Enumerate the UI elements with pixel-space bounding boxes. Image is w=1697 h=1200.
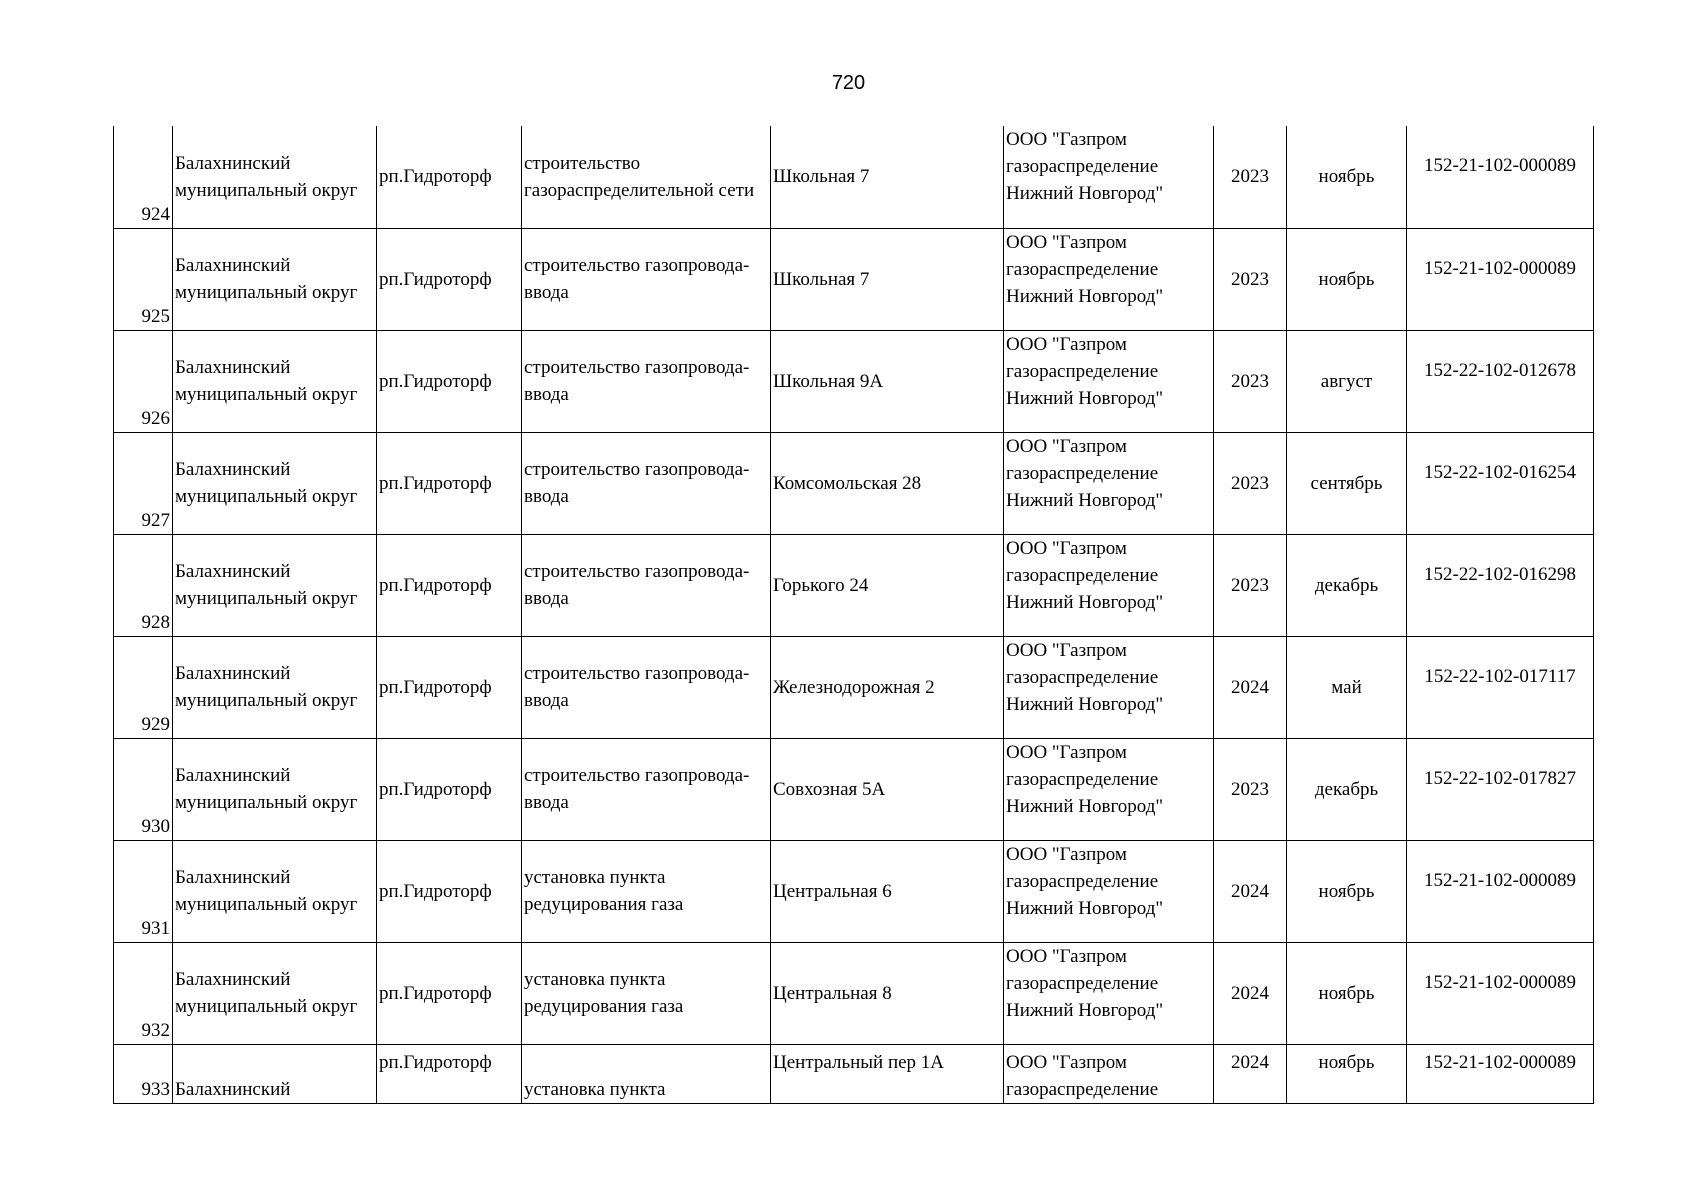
work-type-cell bbox=[522, 636, 771, 738]
work-type-cell-line: строительство газопровода- bbox=[524, 765, 750, 786]
organization-cell-line: ООО "Газпром bbox=[1006, 741, 1127, 763]
table-row bbox=[114, 534, 1594, 636]
district-cell bbox=[173, 738, 377, 840]
district-cell-line: Балахнинский bbox=[175, 357, 291, 378]
row-number-cell: 927 bbox=[114, 432, 173, 534]
code-cell: 152-22-102-016298 bbox=[1407, 534, 1594, 636]
organization-cell-line: Нижний Новгород" bbox=[1006, 591, 1164, 613]
year-cell: 2023 bbox=[1214, 432, 1287, 534]
organization-cell-line: газораспределение bbox=[1006, 564, 1159, 586]
work-type-cell-line: строительство газопровода- bbox=[524, 255, 750, 276]
year-cell: 2024 bbox=[1214, 1044, 1287, 1103]
organization-cell-line: ООО "Газпром bbox=[1006, 537, 1127, 559]
work-type-cell-line: строительство газопровода- bbox=[524, 357, 750, 378]
code-cell: 152-21-102-000089 bbox=[1407, 1044, 1594, 1103]
district-cell-line: муниципальный округ bbox=[175, 179, 358, 201]
month-cell: август bbox=[1287, 330, 1407, 432]
table-row bbox=[114, 840, 1594, 942]
row-number-cell: 925 bbox=[114, 228, 173, 330]
organization-cell-line: ООО "Газпром bbox=[1006, 1051, 1127, 1073]
organization-cell-line: Нижний Новгород" bbox=[1006, 897, 1164, 919]
month-cell: сентябрь bbox=[1287, 432, 1407, 534]
organization-cell-line: ООО "Газпром bbox=[1006, 435, 1127, 457]
month-cell: ноябрь bbox=[1287, 126, 1407, 228]
table-row bbox=[114, 1044, 1594, 1103]
district-cell bbox=[173, 840, 377, 942]
month-cell: декабрь bbox=[1287, 534, 1407, 636]
district-cell-line: Балахнинский bbox=[175, 1078, 291, 1100]
work-type-cell bbox=[522, 228, 771, 330]
month-cell: май bbox=[1287, 636, 1407, 738]
organization-cell bbox=[1004, 228, 1214, 330]
organization-cell-line: ООО "Газпром bbox=[1006, 945, 1127, 967]
district-cell-line: Балахнинский bbox=[175, 867, 291, 888]
address-cell: Школьная 7 bbox=[771, 126, 1004, 228]
district-cell-line: Балахнинский bbox=[175, 152, 291, 174]
address-cell: Железнодорожная 2 bbox=[771, 636, 1004, 738]
organization-cell-line: газораспределение bbox=[1006, 360, 1159, 382]
table-row bbox=[114, 942, 1594, 1044]
organization-cell-line: газораспределение bbox=[1006, 972, 1159, 994]
work-type-cell-line: ввода bbox=[524, 588, 569, 609]
organization-cell bbox=[1004, 534, 1214, 636]
month-cell: ноябрь bbox=[1287, 1044, 1407, 1103]
address-cell: Школьная 7 bbox=[771, 228, 1004, 330]
organization-cell-line: ООО "Газпром bbox=[1006, 843, 1127, 865]
district-cell-line: муниципальный округ bbox=[175, 384, 358, 405]
district-cell bbox=[173, 126, 377, 228]
district-cell-line: Балахнинский bbox=[175, 561, 291, 582]
organization-cell bbox=[1004, 942, 1214, 1044]
table-row bbox=[114, 636, 1594, 738]
month-cell: ноябрь bbox=[1287, 228, 1407, 330]
code-cell: 152-22-102-017827 bbox=[1407, 738, 1594, 840]
organization-cell-line: газораспределение bbox=[1006, 1078, 1159, 1100]
year-cell: 2024 bbox=[1214, 636, 1287, 738]
work-type-cell bbox=[522, 126, 771, 228]
district-cell-line: муниципальный округ bbox=[175, 894, 358, 915]
district-cell bbox=[173, 432, 377, 534]
organization-cell-line: газораспределение bbox=[1006, 156, 1159, 177]
work-type-cell-line: ввода bbox=[524, 792, 569, 813]
district-cell-line: муниципальный округ bbox=[175, 588, 358, 609]
month-cell: ноябрь bbox=[1287, 840, 1407, 942]
organization-cell bbox=[1004, 840, 1214, 942]
work-type-cell-line: строительство газопровода- bbox=[524, 663, 750, 684]
row-number-cell: 931 bbox=[114, 840, 173, 942]
district-cell-line: муниципальный округ bbox=[175, 996, 358, 1017]
district-cell bbox=[173, 534, 377, 636]
work-type-cell-line: редуцирования газа bbox=[524, 996, 684, 1017]
organization-cell-line: Нижний Новгород" bbox=[1006, 285, 1164, 307]
organization-cell bbox=[1004, 1044, 1214, 1103]
work-type-cell-line: газораспределительной сети bbox=[524, 179, 755, 201]
organization-cell-line: газораспределение bbox=[1006, 666, 1159, 688]
work-type-cell-line: редуцирования газа bbox=[524, 894, 684, 915]
row-number-cell: 928 bbox=[114, 534, 173, 636]
year-cell: 2023 bbox=[1214, 534, 1287, 636]
address-cell: Совхозная 5А bbox=[771, 738, 1004, 840]
organization-cell-line: ООО "Газпром bbox=[1006, 333, 1127, 355]
table-row bbox=[114, 126, 1594, 228]
page-number: 720 bbox=[831, 72, 866, 94]
settlement-cell: рп.Гидроторф bbox=[377, 432, 522, 534]
settlement-cell: рп.Гидроторф bbox=[377, 942, 522, 1044]
organization-cell-line: газораспределение bbox=[1006, 258, 1159, 280]
district-cell-line: Балахнинский bbox=[175, 969, 291, 990]
organization-cell bbox=[1004, 636, 1214, 738]
work-type-cell-line: строительство газопровода- bbox=[524, 561, 750, 582]
organization-cell-line: ООО "Газпром bbox=[1006, 129, 1127, 150]
code-cell: 152-21-102-000089 bbox=[1407, 942, 1594, 1044]
district-cell-line: муниципальный округ bbox=[175, 792, 358, 813]
work-type-cell-line: установка пункта bbox=[524, 867, 666, 888]
row-number-cell: 929 bbox=[114, 636, 173, 738]
organization-cell-line: Нижний Новгород" bbox=[1006, 693, 1164, 715]
year-cell: 2024 bbox=[1214, 942, 1287, 1044]
district-cell-line: Балахнинский bbox=[175, 663, 291, 684]
district-cell bbox=[173, 1044, 377, 1103]
organization-cell bbox=[1004, 330, 1214, 432]
settlement-cell: рп.Гидроторф bbox=[377, 228, 522, 330]
work-type-cell-line: строительство bbox=[524, 152, 641, 174]
table-row bbox=[114, 330, 1594, 432]
table-row bbox=[114, 738, 1594, 840]
organization-cell bbox=[1004, 126, 1214, 228]
organization-cell-line: ООО "Газпром bbox=[1006, 231, 1127, 253]
month-cell: декабрь bbox=[1287, 738, 1407, 840]
code-cell: 152-21-102-000089 bbox=[1407, 840, 1594, 942]
table-row bbox=[114, 228, 1594, 330]
row-number-cell: 924 bbox=[114, 126, 173, 228]
work-type-cell bbox=[522, 534, 771, 636]
work-type-cell-line: ввода bbox=[524, 690, 569, 711]
table-body bbox=[114, 126, 1594, 1103]
organization-cell-line: газораспределение bbox=[1006, 462, 1159, 484]
address-cell: Комсомольская 28 bbox=[771, 432, 1004, 534]
organization-cell-line: газораспределение bbox=[1006, 768, 1159, 790]
organization-cell-line: газораспределение bbox=[1006, 870, 1159, 892]
district-cell-line: Балахнинский bbox=[175, 459, 291, 480]
settlement-cell: рп.Гидроторф bbox=[377, 840, 522, 942]
row-number-cell: 933 bbox=[114, 1044, 173, 1103]
row-number-cell: 926 bbox=[114, 330, 173, 432]
code-cell: 152-22-102-012678 bbox=[1407, 330, 1594, 432]
district-cell bbox=[173, 330, 377, 432]
code-cell: 152-21-102-000089 bbox=[1407, 126, 1594, 228]
address-cell: Центральная 8 bbox=[771, 942, 1004, 1044]
organization-cell-line: Нижний Новгород" bbox=[1006, 387, 1164, 409]
work-type-cell bbox=[522, 738, 771, 840]
settlement-cell: рп.Гидроторф bbox=[377, 534, 522, 636]
organization-cell-line: ООО "Газпром bbox=[1006, 639, 1127, 661]
work-type-cell-line: ввода bbox=[524, 384, 569, 405]
organization-cell-line: Нижний Новгород" bbox=[1006, 795, 1164, 817]
settlement-cell: рп.Гидроторф bbox=[377, 738, 522, 840]
address-cell: Горького 24 bbox=[771, 534, 1004, 636]
month-cell: ноябрь bbox=[1287, 942, 1407, 1044]
settlement-cell: рп.Гидроторф bbox=[377, 1044, 522, 1103]
district-cell-line: муниципальный округ bbox=[175, 486, 358, 507]
year-cell: 2024 bbox=[1214, 840, 1287, 942]
district-cell bbox=[173, 228, 377, 330]
work-type-cell-line: установка пункта bbox=[524, 1078, 666, 1100]
organization-cell bbox=[1004, 432, 1214, 534]
table-row bbox=[114, 432, 1594, 534]
address-cell: Центральный пер 1А bbox=[771, 1044, 1004, 1103]
code-cell: 152-21-102-000089 bbox=[1407, 228, 1594, 330]
organization-cell-line: Нижний Новгород" bbox=[1006, 183, 1164, 204]
work-type-cell-line: установка пункта bbox=[524, 969, 666, 990]
settlement-cell: рп.Гидроторф bbox=[377, 126, 522, 228]
code-cell: 152-22-102-016254 bbox=[1407, 432, 1594, 534]
work-type-cell-line: строительство газопровода- bbox=[524, 459, 750, 480]
district-cell-line: муниципальный округ bbox=[175, 690, 358, 711]
organization-cell-line: Нижний Новгород" bbox=[1006, 489, 1164, 511]
year-cell: 2023 bbox=[1214, 228, 1287, 330]
district-cell-line: муниципальный округ bbox=[175, 282, 358, 303]
row-number-cell: 930 bbox=[114, 738, 173, 840]
district-cell-line: Балахнинский bbox=[175, 765, 291, 786]
district-cell bbox=[173, 942, 377, 1044]
gas-works-table bbox=[113, 126, 1594, 1104]
code-cell: 152-22-102-017117 bbox=[1407, 636, 1594, 738]
work-type-cell-line: ввода bbox=[524, 282, 569, 303]
work-type-cell bbox=[522, 942, 771, 1044]
organization-cell bbox=[1004, 738, 1214, 840]
work-type-cell bbox=[522, 432, 771, 534]
settlement-cell: рп.Гидроторф bbox=[377, 636, 522, 738]
row-number-cell: 932 bbox=[114, 942, 173, 1044]
address-cell: Центральная 6 bbox=[771, 840, 1004, 942]
settlement-cell: рп.Гидроторф bbox=[377, 330, 522, 432]
year-cell: 2023 bbox=[1214, 738, 1287, 840]
work-type-cell bbox=[522, 1044, 771, 1103]
district-cell bbox=[173, 636, 377, 738]
year-cell: 2023 bbox=[1214, 126, 1287, 228]
work-type-cell-line: ввода bbox=[524, 486, 569, 507]
organization-cell-line: Нижний Новгород" bbox=[1006, 999, 1164, 1021]
year-cell: 2023 bbox=[1214, 330, 1287, 432]
work-type-cell bbox=[522, 840, 771, 942]
address-cell: Школьная 9А bbox=[771, 330, 1004, 432]
work-type-cell bbox=[522, 330, 771, 432]
district-cell-line: Балахнинский bbox=[175, 255, 291, 276]
